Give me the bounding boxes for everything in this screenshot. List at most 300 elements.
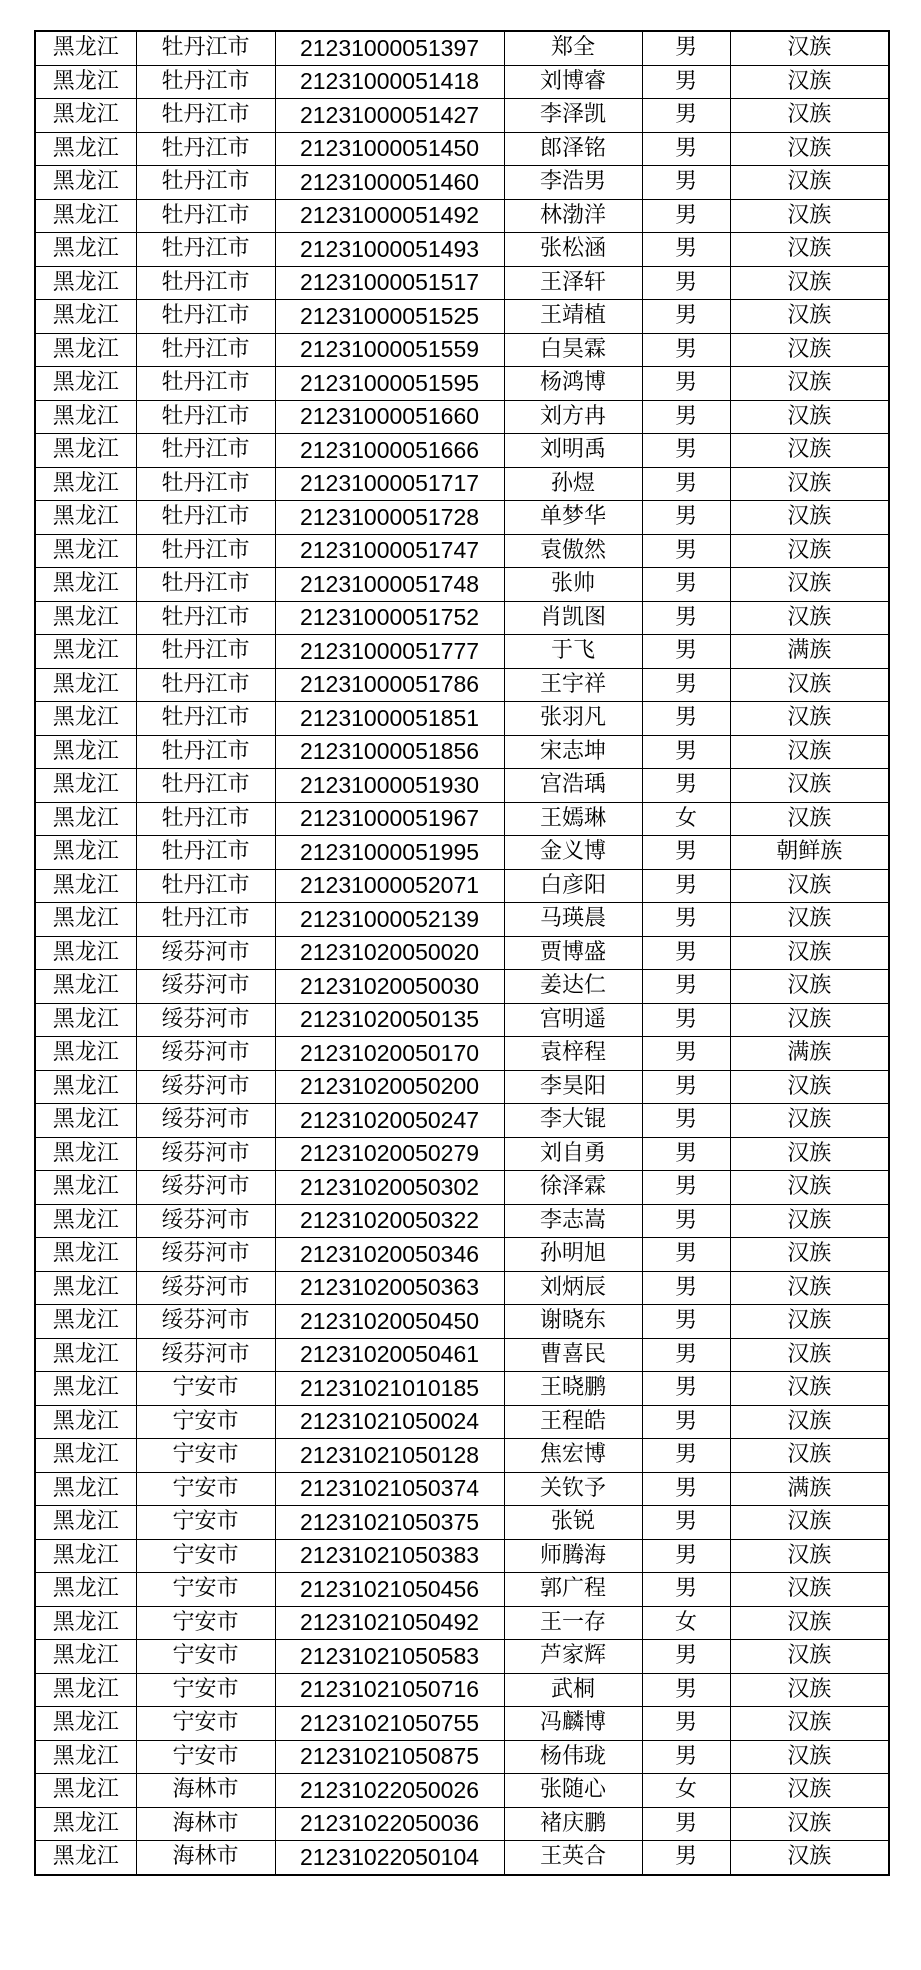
exam-id-cell: 21231000051493 bbox=[275, 233, 504, 267]
table-row bbox=[35, 1003, 889, 1037]
exam-id-cell: 21231021010185 bbox=[275, 1372, 504, 1406]
city-cell: 绥芬河市 bbox=[136, 1271, 275, 1305]
gender-cell: 男 bbox=[642, 769, 730, 803]
city-cell: 牡丹江市 bbox=[136, 836, 275, 870]
ethnicity-cell: 汉族 bbox=[730, 1104, 889, 1138]
table-row bbox=[35, 1539, 889, 1573]
table-row bbox=[35, 1305, 889, 1339]
ethnicity-cell: 汉族 bbox=[730, 300, 889, 334]
name-cell: 刘博睿 bbox=[504, 65, 642, 99]
city-cell: 牡丹江市 bbox=[136, 300, 275, 334]
exam-id-cell: 21231000051967 bbox=[275, 802, 504, 836]
gender-cell: 男 bbox=[642, 1372, 730, 1406]
exam-id-cell: 21231021050024 bbox=[275, 1405, 504, 1439]
name-cell: 金义博 bbox=[504, 836, 642, 870]
ethnicity-cell: 汉族 bbox=[730, 367, 889, 401]
name-cell: 谢晓东 bbox=[504, 1305, 642, 1339]
ethnicity-cell: 满族 bbox=[730, 1037, 889, 1071]
province-cell: 黑龙江 bbox=[35, 869, 136, 903]
name-cell: 肖凯图 bbox=[504, 601, 642, 635]
ethnicity-cell: 汉族 bbox=[730, 970, 889, 1004]
ethnicity-cell: 汉族 bbox=[730, 1238, 889, 1272]
ethnicity-cell: 汉族 bbox=[730, 1405, 889, 1439]
gender-cell: 男 bbox=[642, 1573, 730, 1607]
gender-cell: 男 bbox=[642, 99, 730, 133]
gender-cell: 男 bbox=[642, 1305, 730, 1339]
exam-id-cell: 21231020050450 bbox=[275, 1305, 504, 1339]
province-cell: 黑龙江 bbox=[35, 65, 136, 99]
exam-id-cell: 21231000051525 bbox=[275, 300, 504, 334]
gender-cell: 男 bbox=[642, 1137, 730, 1171]
ethnicity-cell: 满族 bbox=[730, 635, 889, 669]
gender-cell: 男 bbox=[642, 166, 730, 200]
ethnicity-cell: 汉族 bbox=[730, 199, 889, 233]
name-cell: 宫明遥 bbox=[504, 1003, 642, 1037]
gender-cell: 男 bbox=[642, 936, 730, 970]
ethnicity-cell: 汉族 bbox=[730, 1171, 889, 1205]
city-cell: 牡丹江市 bbox=[136, 132, 275, 166]
city-cell: 牡丹江市 bbox=[136, 400, 275, 434]
exam-id-cell: 21231020050030 bbox=[275, 970, 504, 1004]
name-cell: 张锐 bbox=[504, 1506, 642, 1540]
name-cell: 王宇祥 bbox=[504, 668, 642, 702]
city-cell: 绥芬河市 bbox=[136, 1070, 275, 1104]
name-cell: 徐泽霖 bbox=[504, 1171, 642, 1205]
ethnicity-cell: 汉族 bbox=[730, 1606, 889, 1640]
city-cell: 宁安市 bbox=[136, 1606, 275, 1640]
province-cell: 黑龙江 bbox=[35, 769, 136, 803]
gender-cell: 男 bbox=[642, 1238, 730, 1272]
province-cell: 黑龙江 bbox=[35, 802, 136, 836]
name-cell: 刘炳辰 bbox=[504, 1271, 642, 1305]
name-cell: 单梦华 bbox=[504, 501, 642, 535]
table-row bbox=[35, 1506, 889, 1540]
gender-cell: 男 bbox=[642, 970, 730, 1004]
name-cell: 曹喜民 bbox=[504, 1338, 642, 1372]
city-cell: 海林市 bbox=[136, 1841, 275, 1875]
province-cell: 黑龙江 bbox=[35, 1405, 136, 1439]
gender-cell: 男 bbox=[642, 1171, 730, 1205]
table-row bbox=[35, 99, 889, 133]
exam-id-cell: 21231020050322 bbox=[275, 1204, 504, 1238]
table-row bbox=[35, 233, 889, 267]
exam-id-cell: 21231021050374 bbox=[275, 1472, 504, 1506]
table-row bbox=[35, 1338, 889, 1372]
ethnicity-cell: 汉族 bbox=[730, 735, 889, 769]
exam-id-cell: 21231000051418 bbox=[275, 65, 504, 99]
gender-cell: 男 bbox=[642, 702, 730, 736]
ethnicity-cell: 汉族 bbox=[730, 1774, 889, 1808]
province-cell: 黑龙江 bbox=[35, 1137, 136, 1171]
ethnicity-cell: 汉族 bbox=[730, 802, 889, 836]
gender-cell: 女 bbox=[642, 1774, 730, 1808]
ethnicity-cell: 汉族 bbox=[730, 1573, 889, 1607]
gender-cell: 女 bbox=[642, 802, 730, 836]
province-cell: 黑龙江 bbox=[35, 1171, 136, 1205]
province-cell: 黑龙江 bbox=[35, 836, 136, 870]
exam-id-cell: 21231000051595 bbox=[275, 367, 504, 401]
name-cell: 刘明禹 bbox=[504, 434, 642, 468]
table-row bbox=[35, 1606, 889, 1640]
city-cell: 绥芬河市 bbox=[136, 1003, 275, 1037]
name-cell: 宋志坤 bbox=[504, 735, 642, 769]
province-cell: 黑龙江 bbox=[35, 1539, 136, 1573]
exam-id-cell: 21231021050875 bbox=[275, 1740, 504, 1774]
ethnicity-cell: 汉族 bbox=[730, 534, 889, 568]
table-row bbox=[35, 668, 889, 702]
ethnicity-cell: 汉族 bbox=[730, 1673, 889, 1707]
ethnicity-cell: 朝鲜族 bbox=[730, 836, 889, 870]
gender-cell: 男 bbox=[642, 534, 730, 568]
name-cell: 孙明旭 bbox=[504, 1238, 642, 1272]
name-cell: 王一存 bbox=[504, 1606, 642, 1640]
city-cell: 宁安市 bbox=[136, 1472, 275, 1506]
province-cell: 黑龙江 bbox=[35, 1707, 136, 1741]
ethnicity-cell: 汉族 bbox=[730, 601, 889, 635]
ethnicity-cell: 汉族 bbox=[730, 1372, 889, 1406]
name-cell: 师腾海 bbox=[504, 1539, 642, 1573]
city-cell: 牡丹江市 bbox=[136, 99, 275, 133]
ethnicity-cell: 汉族 bbox=[730, 1640, 889, 1674]
exam-id-cell: 21231020050135 bbox=[275, 1003, 504, 1037]
exam-id-cell: 21231000051492 bbox=[275, 199, 504, 233]
table-row bbox=[35, 65, 889, 99]
exam-id-cell: 21231020050200 bbox=[275, 1070, 504, 1104]
name-cell: 白昊霖 bbox=[504, 333, 642, 367]
name-cell: 林渤洋 bbox=[504, 199, 642, 233]
province-cell: 黑龙江 bbox=[35, 1606, 136, 1640]
name-cell: 白彦阳 bbox=[504, 869, 642, 903]
table-row bbox=[35, 970, 889, 1004]
table-row bbox=[35, 300, 889, 334]
name-cell: 张羽凡 bbox=[504, 702, 642, 736]
province-cell: 黑龙江 bbox=[35, 1003, 136, 1037]
gender-cell: 男 bbox=[642, 1204, 730, 1238]
province-cell: 黑龙江 bbox=[35, 702, 136, 736]
gender-cell: 男 bbox=[642, 1640, 730, 1674]
table-row bbox=[35, 836, 889, 870]
table-row bbox=[35, 534, 889, 568]
ethnicity-cell: 汉族 bbox=[730, 266, 889, 300]
table-row bbox=[35, 199, 889, 233]
ethnicity-cell: 汉族 bbox=[730, 1506, 889, 1540]
name-cell: 袁傲然 bbox=[504, 534, 642, 568]
exam-id-cell: 21231000051786 bbox=[275, 668, 504, 702]
exam-id-cell: 21231021050716 bbox=[275, 1673, 504, 1707]
name-cell: 贾博盛 bbox=[504, 936, 642, 970]
table-row bbox=[35, 31, 889, 65]
province-cell: 黑龙江 bbox=[35, 300, 136, 334]
city-cell: 牡丹江市 bbox=[136, 31, 275, 65]
province-cell: 黑龙江 bbox=[35, 367, 136, 401]
name-cell: 冯麟博 bbox=[504, 1707, 642, 1741]
province-cell: 黑龙江 bbox=[35, 1204, 136, 1238]
gender-cell: 男 bbox=[642, 1003, 730, 1037]
name-cell: 褚庆鹏 bbox=[504, 1807, 642, 1841]
province-cell: 黑龙江 bbox=[35, 635, 136, 669]
ethnicity-cell: 汉族 bbox=[730, 1137, 889, 1171]
ethnicity-cell: 汉族 bbox=[730, 1707, 889, 1741]
name-cell: 李泽凯 bbox=[504, 99, 642, 133]
table-row bbox=[35, 1673, 889, 1707]
ethnicity-cell: 汉族 bbox=[730, 233, 889, 267]
table-row bbox=[35, 1774, 889, 1808]
exam-id-cell: 21231021050583 bbox=[275, 1640, 504, 1674]
table-row bbox=[35, 132, 889, 166]
province-cell: 黑龙江 bbox=[35, 568, 136, 602]
gender-cell: 男 bbox=[642, 434, 730, 468]
ethnicity-cell: 汉族 bbox=[730, 166, 889, 200]
gender-cell: 男 bbox=[642, 1707, 730, 1741]
table-row bbox=[35, 1439, 889, 1473]
name-cell: 刘自勇 bbox=[504, 1137, 642, 1171]
gender-cell: 男 bbox=[642, 333, 730, 367]
city-cell: 牡丹江市 bbox=[136, 802, 275, 836]
province-cell: 黑龙江 bbox=[35, 1673, 136, 1707]
province-cell: 黑龙江 bbox=[35, 400, 136, 434]
city-cell: 绥芬河市 bbox=[136, 1305, 275, 1339]
roster-table bbox=[34, 30, 890, 1876]
gender-cell: 男 bbox=[642, 1070, 730, 1104]
city-cell: 牡丹江市 bbox=[136, 467, 275, 501]
name-cell: 关钦予 bbox=[504, 1472, 642, 1506]
city-cell: 宁安市 bbox=[136, 1405, 275, 1439]
table-row bbox=[35, 400, 889, 434]
exam-id-cell: 21231021050492 bbox=[275, 1606, 504, 1640]
ethnicity-cell: 汉族 bbox=[730, 1338, 889, 1372]
table-row bbox=[35, 903, 889, 937]
exam-id-cell: 21231000051450 bbox=[275, 132, 504, 166]
exam-id-cell: 21231000051660 bbox=[275, 400, 504, 434]
province-cell: 黑龙江 bbox=[35, 1573, 136, 1607]
province-cell: 黑龙江 bbox=[35, 467, 136, 501]
city-cell: 宁安市 bbox=[136, 1640, 275, 1674]
table-row bbox=[35, 802, 889, 836]
city-cell: 牡丹江市 bbox=[136, 233, 275, 267]
name-cell: 王英合 bbox=[504, 1841, 642, 1875]
name-cell: 张帅 bbox=[504, 568, 642, 602]
name-cell: 王嫣琳 bbox=[504, 802, 642, 836]
table-row bbox=[35, 702, 889, 736]
ethnicity-cell: 汉族 bbox=[730, 333, 889, 367]
city-cell: 牡丹江市 bbox=[136, 266, 275, 300]
table-row bbox=[35, 735, 889, 769]
ethnicity-cell: 汉族 bbox=[730, 1003, 889, 1037]
ethnicity-cell: 汉族 bbox=[730, 568, 889, 602]
city-cell: 绥芬河市 bbox=[136, 1137, 275, 1171]
exam-id-cell: 21231020050363 bbox=[275, 1271, 504, 1305]
city-cell: 绥芬河市 bbox=[136, 936, 275, 970]
gender-cell: 男 bbox=[642, 400, 730, 434]
exam-id-cell: 21231000051747 bbox=[275, 534, 504, 568]
province-cell: 黑龙江 bbox=[35, 970, 136, 1004]
province-cell: 黑龙江 bbox=[35, 936, 136, 970]
city-cell: 牡丹江市 bbox=[136, 635, 275, 669]
gender-cell: 男 bbox=[642, 1673, 730, 1707]
ethnicity-cell: 汉族 bbox=[730, 1070, 889, 1104]
ethnicity-cell: 满族 bbox=[730, 1472, 889, 1506]
city-cell: 牡丹江市 bbox=[136, 166, 275, 200]
exam-id-cell: 21231000052071 bbox=[275, 869, 504, 903]
ethnicity-cell: 汉族 bbox=[730, 501, 889, 535]
province-cell: 黑龙江 bbox=[35, 1841, 136, 1875]
city-cell: 宁安市 bbox=[136, 1506, 275, 1540]
exam-id-cell: 21231022050036 bbox=[275, 1807, 504, 1841]
roster-table-body bbox=[35, 31, 889, 1875]
city-cell: 绥芬河市 bbox=[136, 970, 275, 1004]
exam-id-cell: 21231000051460 bbox=[275, 166, 504, 200]
ethnicity-cell: 汉族 bbox=[730, 400, 889, 434]
table-row bbox=[35, 1405, 889, 1439]
gender-cell: 男 bbox=[642, 367, 730, 401]
ethnicity-cell: 汉族 bbox=[730, 668, 889, 702]
ethnicity-cell: 汉族 bbox=[730, 467, 889, 501]
gender-cell: 女 bbox=[642, 1606, 730, 1640]
ethnicity-cell: 汉族 bbox=[730, 1271, 889, 1305]
table-row bbox=[35, 1807, 889, 1841]
table-row bbox=[35, 1271, 889, 1305]
name-cell: 张松涵 bbox=[504, 233, 642, 267]
name-cell: 郭广程 bbox=[504, 1573, 642, 1607]
city-cell: 牡丹江市 bbox=[136, 702, 275, 736]
exam-id-cell: 21231020050302 bbox=[275, 1171, 504, 1205]
province-cell: 黑龙江 bbox=[35, 333, 136, 367]
exam-id-cell: 21231000051427 bbox=[275, 99, 504, 133]
ethnicity-cell: 汉族 bbox=[730, 903, 889, 937]
table-row bbox=[35, 1070, 889, 1104]
city-cell: 宁安市 bbox=[136, 1539, 275, 1573]
ethnicity-cell: 汉族 bbox=[730, 769, 889, 803]
exam-id-cell: 21231021050375 bbox=[275, 1506, 504, 1540]
city-cell: 宁安市 bbox=[136, 1372, 275, 1406]
gender-cell: 男 bbox=[642, 668, 730, 702]
ethnicity-cell: 汉族 bbox=[730, 1204, 889, 1238]
exam-id-cell: 21231000051666 bbox=[275, 434, 504, 468]
province-cell: 黑龙江 bbox=[35, 1472, 136, 1506]
table-row bbox=[35, 266, 889, 300]
province-cell: 黑龙江 bbox=[35, 132, 136, 166]
province-cell: 黑龙江 bbox=[35, 1506, 136, 1540]
gender-cell: 男 bbox=[642, 501, 730, 535]
gender-cell: 男 bbox=[642, 132, 730, 166]
table-row bbox=[35, 1740, 889, 1774]
city-cell: 牡丹江市 bbox=[136, 903, 275, 937]
exam-id-cell: 21231021050755 bbox=[275, 1707, 504, 1741]
name-cell: 焦宏博 bbox=[504, 1439, 642, 1473]
ethnicity-cell: 汉族 bbox=[730, 1305, 889, 1339]
exam-id-cell: 21231020050020 bbox=[275, 936, 504, 970]
province-cell: 黑龙江 bbox=[35, 735, 136, 769]
province-cell: 黑龙江 bbox=[35, 166, 136, 200]
name-cell: 杨鸿博 bbox=[504, 367, 642, 401]
gender-cell: 男 bbox=[642, 601, 730, 635]
gender-cell: 男 bbox=[642, 199, 730, 233]
province-cell: 黑龙江 bbox=[35, 31, 136, 65]
ethnicity-cell: 汉族 bbox=[730, 132, 889, 166]
province-cell: 黑龙江 bbox=[35, 668, 136, 702]
ethnicity-cell: 汉族 bbox=[730, 1539, 889, 1573]
ethnicity-cell: 汉族 bbox=[730, 1439, 889, 1473]
ethnicity-cell: 汉族 bbox=[730, 936, 889, 970]
exam-id-cell: 21231022050026 bbox=[275, 1774, 504, 1808]
table-row bbox=[35, 501, 889, 535]
gender-cell: 男 bbox=[642, 1338, 730, 1372]
province-cell: 黑龙江 bbox=[35, 199, 136, 233]
city-cell: 牡丹江市 bbox=[136, 333, 275, 367]
city-cell: 宁安市 bbox=[136, 1740, 275, 1774]
province-cell: 黑龙江 bbox=[35, 601, 136, 635]
province-cell: 黑龙江 bbox=[35, 1807, 136, 1841]
table-row bbox=[35, 1037, 889, 1071]
gender-cell: 男 bbox=[642, 300, 730, 334]
table-row bbox=[35, 434, 889, 468]
province-cell: 黑龙江 bbox=[35, 1439, 136, 1473]
ethnicity-cell: 汉族 bbox=[730, 99, 889, 133]
ethnicity-cell: 汉族 bbox=[730, 1841, 889, 1875]
province-cell: 黑龙江 bbox=[35, 1070, 136, 1104]
province-cell: 黑龙江 bbox=[35, 266, 136, 300]
name-cell: 于飞 bbox=[504, 635, 642, 669]
ethnicity-cell: 汉族 bbox=[730, 869, 889, 903]
name-cell: 芦家辉 bbox=[504, 1640, 642, 1674]
table-row bbox=[35, 1238, 889, 1272]
gender-cell: 男 bbox=[642, 869, 730, 903]
gender-cell: 男 bbox=[642, 1037, 730, 1071]
city-cell: 牡丹江市 bbox=[136, 735, 275, 769]
table-row bbox=[35, 1104, 889, 1138]
gender-cell: 男 bbox=[642, 1841, 730, 1875]
table-row bbox=[35, 1472, 889, 1506]
gender-cell: 男 bbox=[642, 233, 730, 267]
city-cell: 绥芬河市 bbox=[136, 1238, 275, 1272]
table-row bbox=[35, 333, 889, 367]
table-row bbox=[35, 635, 889, 669]
name-cell: 李浩男 bbox=[504, 166, 642, 200]
table-row bbox=[35, 1204, 889, 1238]
city-cell: 海林市 bbox=[136, 1807, 275, 1841]
table-row bbox=[35, 1841, 889, 1875]
city-cell: 牡丹江市 bbox=[136, 534, 275, 568]
gender-cell: 男 bbox=[642, 1472, 730, 1506]
city-cell: 绥芬河市 bbox=[136, 1037, 275, 1071]
ethnicity-cell: 汉族 bbox=[730, 1740, 889, 1774]
exam-id-cell: 21231000051517 bbox=[275, 266, 504, 300]
table-row bbox=[35, 1640, 889, 1674]
exam-id-cell: 21231000051397 bbox=[275, 31, 504, 65]
province-cell: 黑龙江 bbox=[35, 1338, 136, 1372]
gender-cell: 男 bbox=[642, 903, 730, 937]
gender-cell: 男 bbox=[642, 1104, 730, 1138]
roster-sheet bbox=[34, 30, 888, 1876]
name-cell: 李大锟 bbox=[504, 1104, 642, 1138]
city-cell: 绥芬河市 bbox=[136, 1104, 275, 1138]
exam-id-cell: 21231020050170 bbox=[275, 1037, 504, 1071]
name-cell: 武桐 bbox=[504, 1673, 642, 1707]
table-row bbox=[35, 568, 889, 602]
table-row bbox=[35, 367, 889, 401]
table-row bbox=[35, 1137, 889, 1171]
gender-cell: 男 bbox=[642, 1271, 730, 1305]
name-cell: 王晓鹏 bbox=[504, 1372, 642, 1406]
city-cell: 牡丹江市 bbox=[136, 434, 275, 468]
province-cell: 黑龙江 bbox=[35, 233, 136, 267]
table-row bbox=[35, 1573, 889, 1607]
name-cell: 王靖植 bbox=[504, 300, 642, 334]
province-cell: 黑龙江 bbox=[35, 1305, 136, 1339]
province-cell: 黑龙江 bbox=[35, 1104, 136, 1138]
exam-id-cell: 21231000051851 bbox=[275, 702, 504, 736]
exam-id-cell: 21231020050279 bbox=[275, 1137, 504, 1171]
